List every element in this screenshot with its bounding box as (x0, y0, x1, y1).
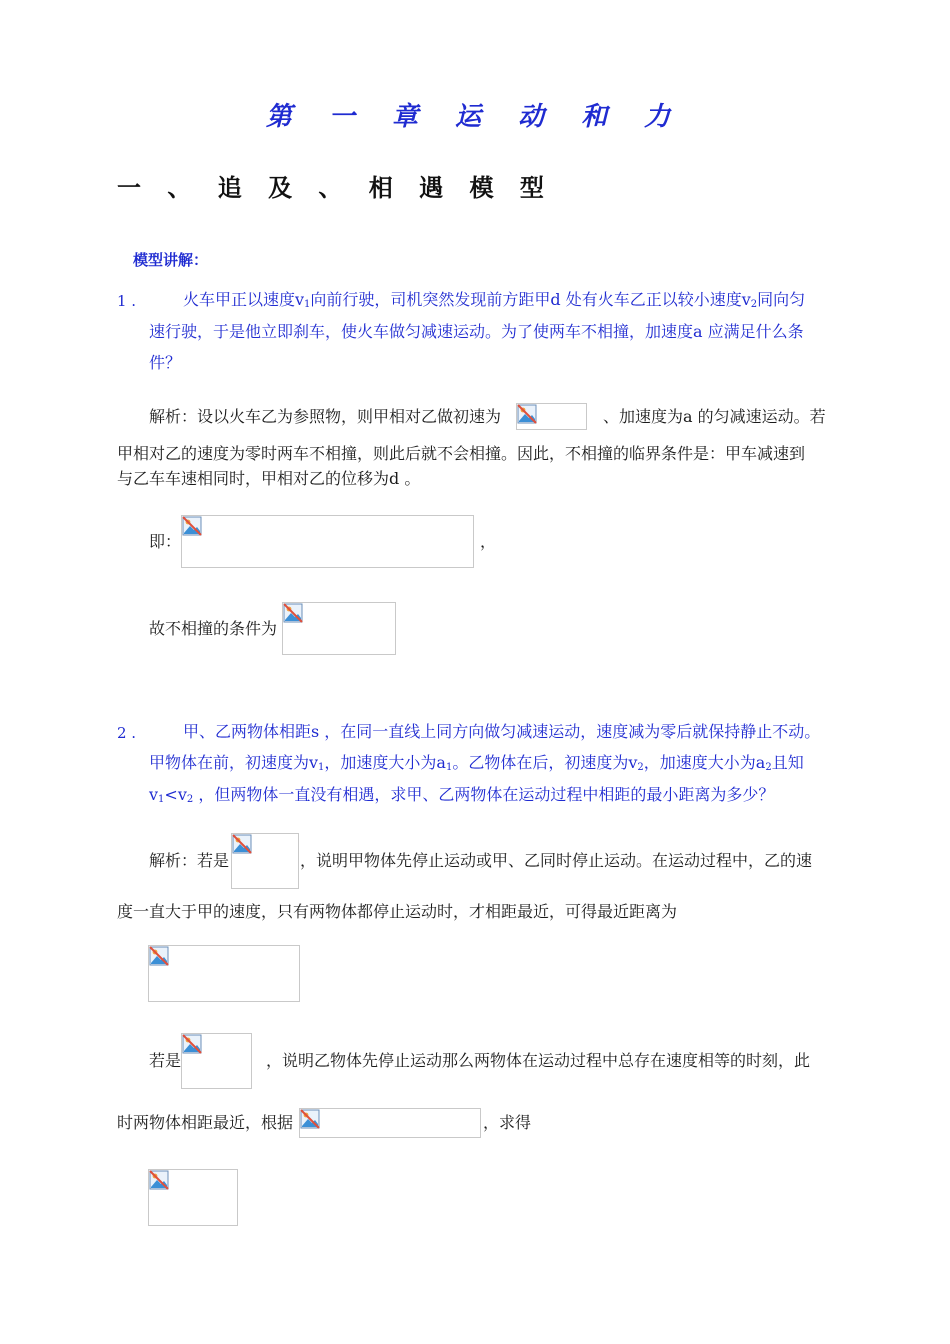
broken-image-icon (182, 516, 202, 536)
q1-line2: 速行驶，于是他立即刹车，使火车做匀减速运动。为了使两车不相撞，加速度a 应满足什么条 (149, 322, 804, 341)
q1-condition: 故不相撞的条件为 (149, 619, 278, 638)
q1-analysis-3: 与乙车车速相同时，甲相对乙的位移为d 。 (117, 469, 421, 488)
q1-number: 1 . (117, 292, 137, 310)
q2-analysis-1b: ，说明甲物体先停止运动或甲、乙同时停止运动。在运动过程中，乙的速 (300, 851, 813, 870)
broken-image-icon (300, 1109, 320, 1129)
broken-image-icon (182, 1034, 202, 1054)
q2-line2: 甲物体在前，初速度为$v_1$，加速度大小为$a_1$。乙物体在后，初速度为$v_2$，加速度大小为$a_2$且知 (149, 753, 804, 773)
q2-ruo: 若是 (149, 1051, 182, 1070)
formula-image (148, 945, 300, 1002)
formula-image (181, 515, 474, 568)
q2-analysis-3b: ，说明乙物体先停止运动那么两物体在运动过程中总存在速度相等的时刻，此 (266, 1051, 811, 1070)
q2-number: 2 . (117, 724, 137, 742)
q1-line3: 件？ (149, 353, 182, 372)
broken-image-icon (283, 603, 303, 623)
q1-analysis-2: 甲相对乙的速度为零时两车不相撞，则此后就不会相撞。因此，不相撞的临界条件是：甲车减速到 (117, 444, 806, 463)
formula-image (299, 1108, 481, 1138)
q2-analysis-4a: 时两物体相距最近，根据 (117, 1113, 294, 1132)
q1-line1: 火车甲正以速度$v_1$向前行驶，司机突然发现前方距甲d 处有火车乙正以较小速度$v_2$同向匀 (183, 290, 806, 310)
q1-analysis-1a: 解析：设以火车乙为参照物，则甲相对乙做初速为 (149, 407, 502, 426)
section-heading: 一 、 追 及 、 相 遇 模 型 (117, 174, 553, 202)
q2-analysis-2: 度一直大于甲的速度，只有两物体都停止运动时，才相距最近，可得最近距离为 (117, 902, 678, 921)
formula-image (181, 1033, 252, 1089)
formula-image (148, 1169, 238, 1226)
formula-image (282, 602, 396, 655)
q2-line1: 甲、乙两物体相距s ，在同一直线上同方向做匀减速运动，速度减为零后就保持静止不动。 (183, 722, 821, 741)
formula-image (516, 403, 587, 430)
broken-image-icon (232, 834, 252, 854)
model-label: 模型讲解： (133, 251, 209, 269)
broken-image-icon (149, 946, 169, 966)
q2-line3: $v_1<v_2$ ，但两物体一直没有相遇，求甲、乙两物体在运动过程中相距的最小距离为多少？ (149, 785, 775, 805)
q2-analysis-4b: ，求得 (483, 1113, 532, 1132)
q2-analysis-1a: 解析：若是 (149, 851, 230, 870)
chapter-title: 第 一 章 运 动 和 力 (265, 102, 685, 132)
broken-image-icon (149, 1170, 169, 1190)
formula-image (231, 833, 299, 889)
broken-image-icon (517, 404, 537, 424)
q1-analysis-1b: 、加速度为a 的匀减速运动。若 (603, 407, 826, 426)
q1-comma: ， (480, 532, 497, 551)
q1-ji: 即： (149, 532, 182, 551)
